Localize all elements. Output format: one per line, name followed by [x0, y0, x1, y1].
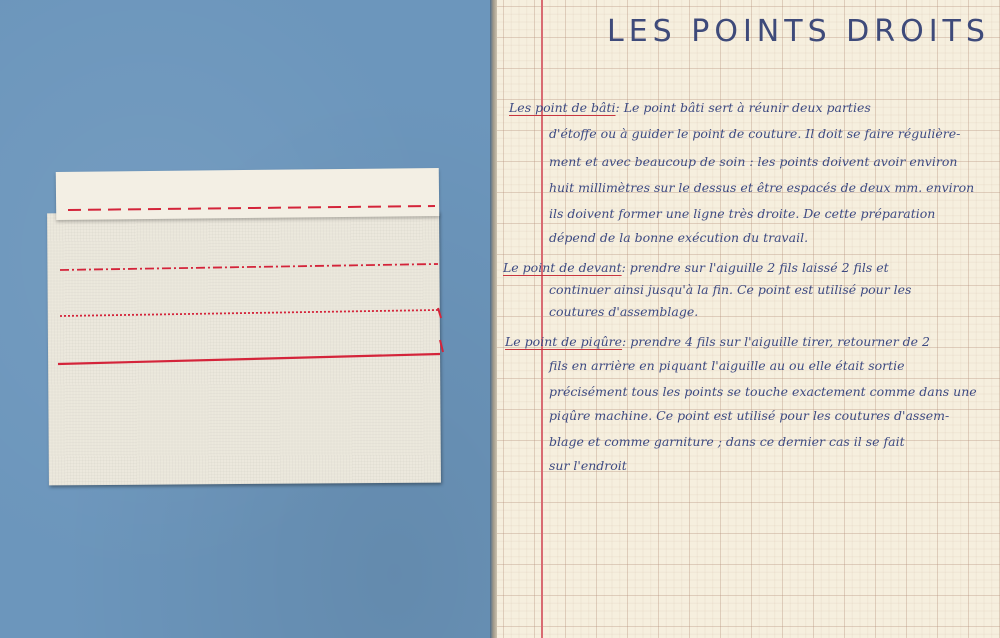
text-line: ils doivent former une ligne très droite. De cette préparation	[549, 206, 936, 221]
section-text: : Le point bâti sert à réunir deux parties	[615, 100, 871, 115]
text-line: dépend de la bonne exécution du travail.	[549, 230, 809, 245]
text-line: sur l'endroit	[549, 458, 627, 473]
backstitch-line	[58, 354, 440, 364]
stitch-samples	[0, 0, 493, 638]
page-title: LES POINTS DROITS	[607, 14, 990, 49]
text-line: fils en arrière en piquant l'aiguille au ou elle était sortie	[549, 358, 905, 373]
text-line: coutures d'assemblage.	[549, 304, 699, 319]
text-line: piqûre machine. Ce point est utilisé pour les coutures d'assem-	[549, 408, 950, 423]
text-line: précisément tous les points se touche exactement comme dans une	[549, 384, 977, 399]
section-heading: Le point de devant	[503, 260, 622, 275]
thread-end	[438, 308, 441, 318]
small-running-stitch-line	[60, 310, 438, 316]
basting-stitch-line	[68, 206, 435, 210]
notebook-page	[497, 0, 1000, 638]
text-line: blage et comme garniture ; dans ce dernier cas il se fait	[549, 434, 905, 449]
section-heading: Le point de piqûre	[505, 334, 623, 349]
margin-line	[541, 0, 543, 638]
text-line	[509, 100, 871, 115]
text-line: huit millimètres sur le dessus et être espacés de deux mm. environ	[549, 180, 975, 195]
running-stitch-line	[60, 264, 438, 270]
section-text: : prendre 4 fils sur l'aiguille tirer, retourner de 2	[622, 334, 930, 349]
text-line: continuer ainsi jusqu'à la fin. Ce point est utilisé pour les	[549, 282, 912, 297]
left-cover-page	[0, 0, 493, 638]
text-line	[505, 334, 930, 349]
section-heading: Les point de bâti	[509, 100, 616, 115]
text-line: ment et avec beaucoup de soin : les points doivent avoir environ	[549, 154, 958, 169]
section-text: : prendre sur l'aiguille 2 fils laissé 2 fils et	[621, 260, 889, 275]
text-line	[503, 260, 889, 275]
thread-end	[440, 340, 443, 352]
text-line: d'étoffe ou à guider le point de couture. Il doit se faire régulière-	[549, 126, 961, 141]
